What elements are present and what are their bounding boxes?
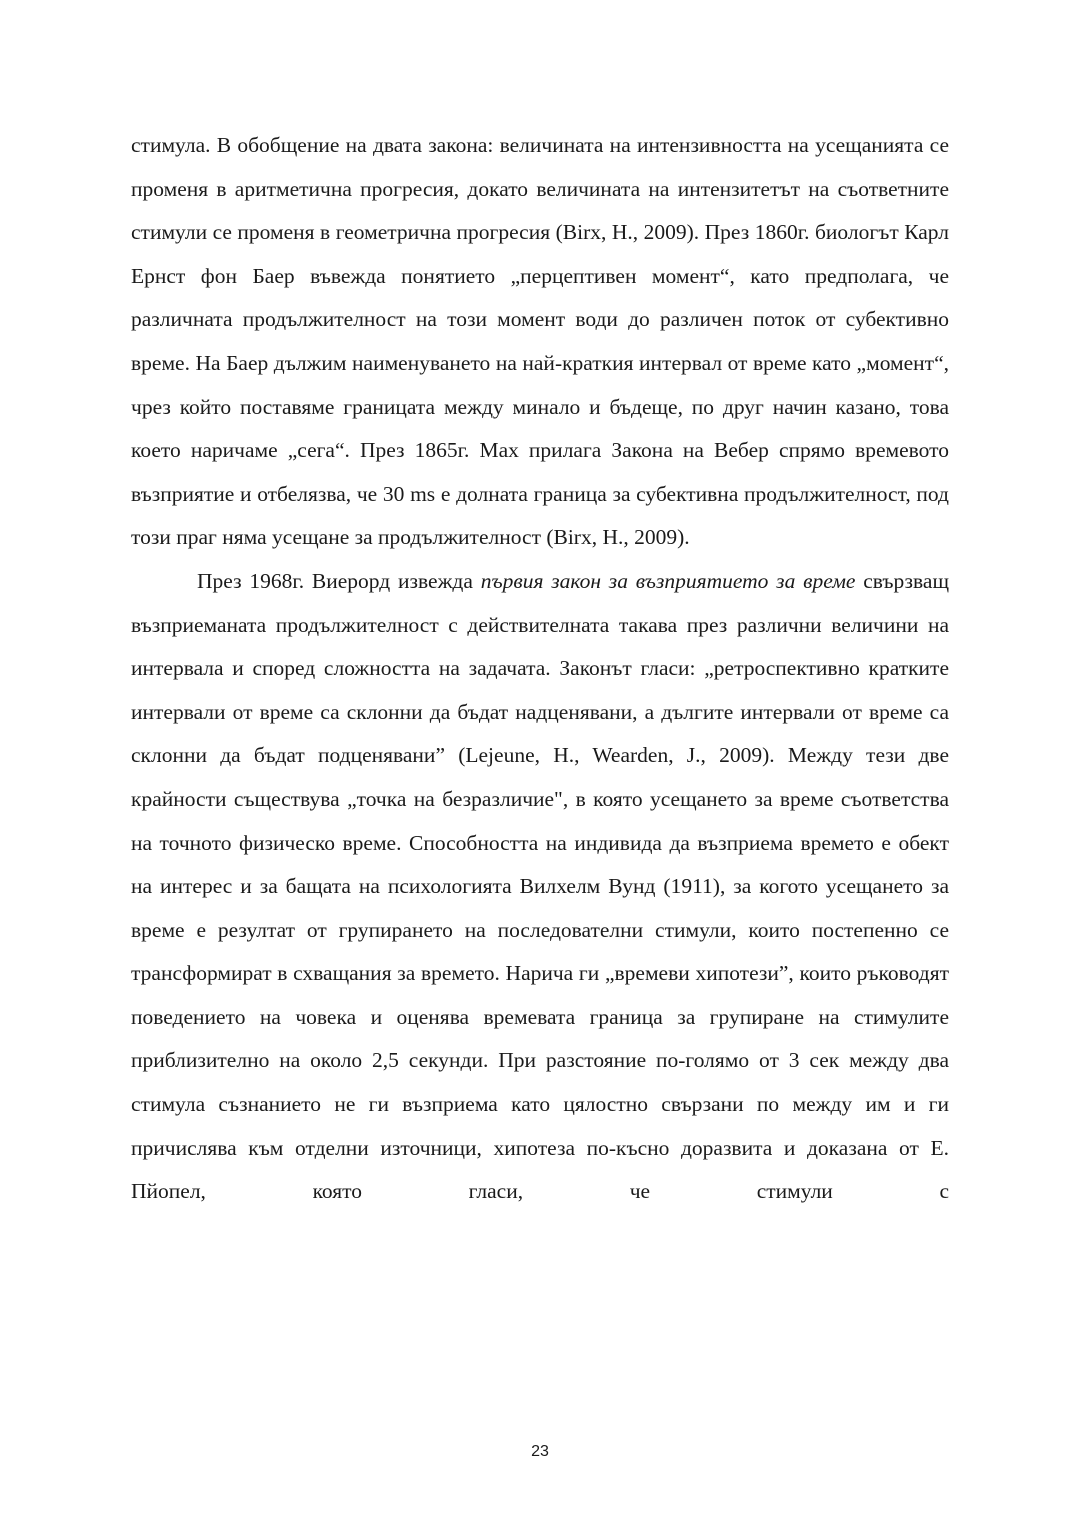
document-body	[131, 124, 949, 1214]
paragraph-2	[131, 560, 949, 1214]
paragraph-2-italic-phrase: първия закон за възприятието за време	[480, 568, 856, 593]
page-number: 23	[531, 1443, 549, 1460]
paragraph-2-text-end: свързващ възприеманата продължителност с действителната такава през различни величини на интервала и според сложността на задачата. Законът гласи: „ретроспективно кратките интервали от време са склонни да бъдат надценявани, а дългите интервали от време са склонни да бъдат подценявани” (Lejeune, H., Wearden, J., 2009). Между тези две крайности съществува „точка на безразличие", в която усещането за време съответства на точното физическо време. Способността на индивида да възприема времето е обект на интерес и за бащата на психологията Вилхелм Вунд (1911), за когото усещането за време е резултат от групирането на последователни стимули, които постепенно се трансформират в схващания за времето. Нарича ги „времеви хипотези”, които ръководят поведението на човека и оценява времевата граница за групиране на стимулите приблизително на около 2,5 секунди. При разстояние по-голямо от 3 сек между два стимула съзнанието не ги възприема като цялостно свързани по между им и ги причислява към отделни източници, хипотеза по-късно доразвита и доказана от Е. Пйопел, която гласи, че стимули с	[131, 568, 950, 1204]
paragraph-2-text-start: През 1968г. Виерорд извежда	[197, 568, 481, 593]
paragraph-1: стимула. В обобщение на двата закона: величината на интензивността на усещанията се променя в аритметична прогресия, докато величината на интензитетът на съответните стимули се променя в геометрична прогресия (Birx, H., 2009). През 1860г. биологът Карл Ернст фон Баер въвежда понятието „перцептивен момент“, като предполага, че различната продължителност на този момент води до различен поток от субективно време. На Баер дължим наименуването на най-краткия интервал от време като „момент“, чрез който поставяме границата между минало и бъдеще, по друг начин казано, това което наричаме „сега“. През 1865г. Мах прилага Закона на Вебер спрямо времевото възприятие и отбелязва, че 30 ms е долната граница за субективна продължителност, под този праг няма усещане за продължителност (Birx, H., 2009).	[131, 133, 949, 550]
